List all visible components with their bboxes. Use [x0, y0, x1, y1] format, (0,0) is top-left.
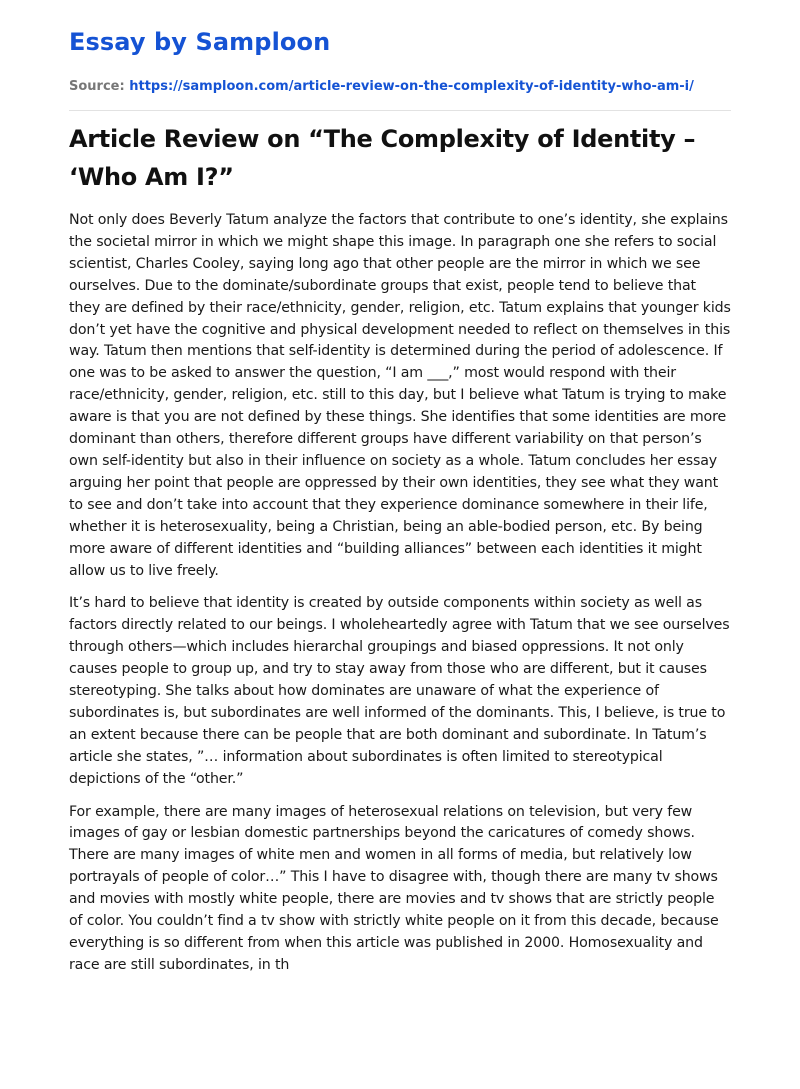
article-title: Article Review on “The Complexity of Identity – ‘Who Am I?” — [69, 125, 696, 191]
header-divider — [69, 110, 731, 111]
paragraph-1: Not only does Beverly Tatum analyze the factors that contribute to one’s identity, she explains the societal mirror in which we might shape this image. In paragraph one she refers to social scientist, Charles Cooley, saying long ago that other people are the mirror in which we see ourselves. Due to the dominate/subordinate groups that exist, people tend to believe that they are defined by their race/ethnicity, gender, religion, etc. Tatum explains that younger kids don’t yet have the cognitive and physical development needed to reflect on themselves in this way. Tatum then mentions that self-identity is determined during the period of adolescence. If one was to be asked to answer the question, “I am ___,” most would respond with their race/ethnicity, gender, religion, etc. still to this day, but I believe what Tatum is trying to make aware is that you are not defined by these things. She identifies that some identities are more dominant than others, therefore different groups have different variability on that person’s own self-identity but also in their influence on society as a whole. Tatum concludes her essay arguing her point that people are oppressed by their own identities, they see what they want to see and don’t take into account that they experience dominance somewhere in their life, whether it is heterosexuality, being a Christian, being an able-bodied person, etc. By being more aware of different identities and “building alliances” between each identities it might allow us to live freely. — [69, 212, 731, 579]
source-link[interactable]: https://samploon.com/article-review-on-the-complexity-of-identity-who-am-i/ — [129, 79, 694, 94]
article-body — [69, 210, 731, 988]
source-label: Source: — [69, 79, 125, 94]
site-brand[interactable]: Essay by Samploon — [69, 28, 331, 56]
paragraph-2: It’s hard to believe that identity is created by outside components within society as well as factors directly related to our beings. I wholeheartedly agree with Tatum that we see ourselves through others—which includes hierarchal groupings and biased oppressions. It not only causes people to group up, and try to stay away from those who are different, but it causes stereotyping. She talks about how dominates are unaware of what the experience of subordinates is, but subordinates are well informed of the dominants. This, I believe, is true to an extent because there can be people that are both dominant and subordinate. In Tatum’s article she states, ”… information about subordinates is often limited to stereotypical depictions of the “other.” — [69, 595, 730, 787]
source-line — [69, 79, 694, 94]
paragraph-3: For example, there are many images of heterosexual relations on television, but very few images of gay or lesbian domestic partnerships beyond the caricatures of comedy shows. There are many images of white men and women in all forms of media, but relatively low portrayals of people of color…” This I have to disagree with, though there are many tv shows and movies with mostly white people, there are movies and tv shows that are strictly people of color. You couldn’t find a tv show with strictly white people on it from this decade, because everything is so different from when this article was published in 2000. Homosexuality and race are still subordinates, in th — [69, 803, 719, 973]
